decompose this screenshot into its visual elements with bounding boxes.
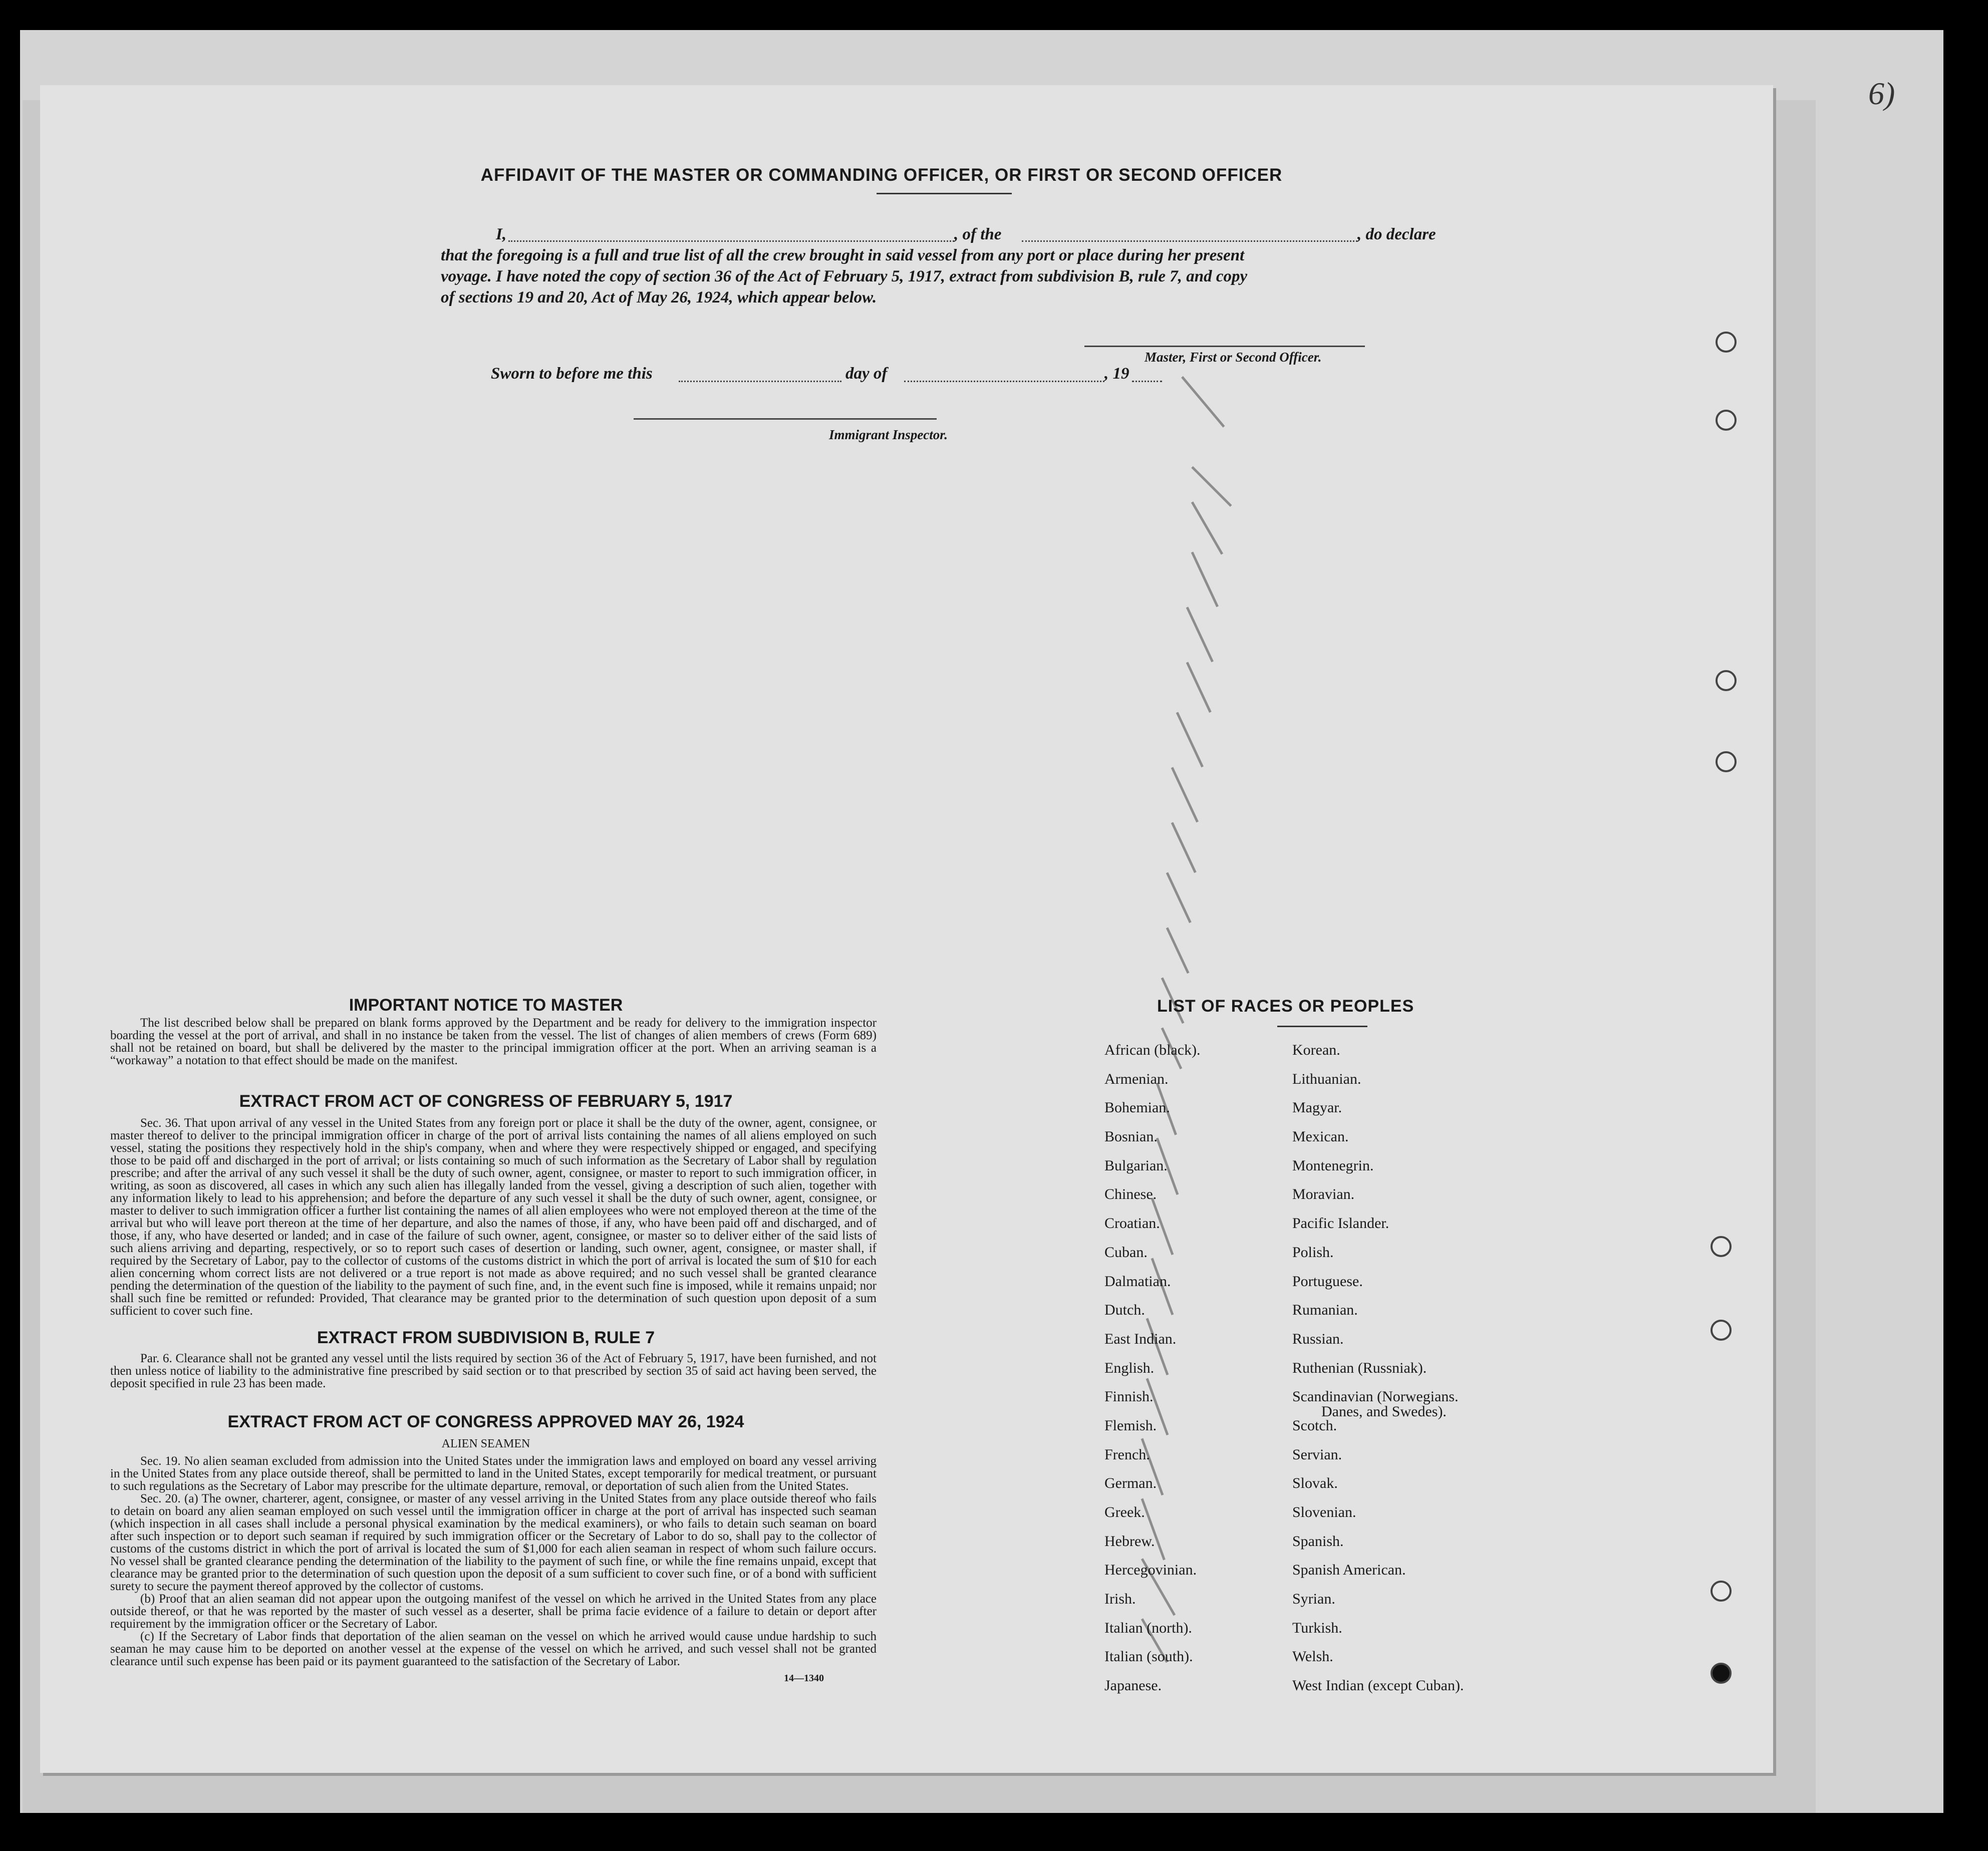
race-item: Cuban. (1104, 1244, 1148, 1261)
race-item: Italian (south). (1104, 1648, 1193, 1665)
declarant-name-field[interactable] (508, 240, 954, 242)
race-item: Portuguese. (1292, 1273, 1363, 1290)
sworn-label: Sworn to before me this (491, 365, 653, 383)
sworn-year-field[interactable] (1132, 381, 1162, 382)
race-item: Syrian. (1292, 1591, 1335, 1608)
race-item: English. (1104, 1359, 1155, 1376)
extract-1924-title: EXTRACT FROM ACT OF CONGRESS APPROVED MAY 26, 1924 (227, 1412, 744, 1431)
form-page (40, 85, 1773, 1773)
race-item: Armenian. (1104, 1070, 1169, 1087)
extract-subdivision-title: EXTRACT FROM SUBDIVISION B, RULE 7 (317, 1328, 655, 1347)
race-item: Dutch. (1104, 1302, 1145, 1319)
race-item: Spanish American. (1292, 1562, 1406, 1579)
punch-hole (1716, 410, 1737, 431)
master-signature-label: Master, First or Second Officer. (1145, 350, 1322, 365)
race-item: Chinese. (1104, 1186, 1157, 1203)
extract-1917-title: EXTRACT FROM ACT OF CONGRESS OF FEBRUARY 5, 1917 (239, 1092, 733, 1111)
race-item: Irish. (1104, 1591, 1136, 1608)
affidavit-do-declare: , do declare (1357, 225, 1436, 243)
section-20b: (b) Proof that an alien seaman did not appear upon the outgoing manifest of the vessel on which he arrived in the United States from any place outside thereof, or that he was reported by the master of such vessel as a deserter, shall be prima facie evidence of a failure to detain or deport after requirement by the immigration officer or the Secretary of Labor. (110, 1592, 877, 1631)
race-item: Russian. (1292, 1330, 1344, 1347)
race-item: Bulgarian. (1104, 1157, 1168, 1174)
race-item: Slovak. (1292, 1475, 1338, 1492)
race-item: Bosnian. (1104, 1128, 1158, 1145)
race-item: East Indian. (1104, 1330, 1177, 1347)
vessel-name-field[interactable] (1022, 240, 1357, 242)
punch-hole (1711, 1581, 1732, 1602)
extract-1924-subtitle: ALIEN SEAMEN (441, 1437, 530, 1450)
punch-hole (1716, 670, 1737, 691)
race-item: Scotch. (1292, 1417, 1337, 1434)
affidavit-i-label: I, (496, 225, 507, 243)
extract-subdivision-body: Par. 6. Clearance shall not be granted any vessel until the lists required by section 36 of the Act of February 5, 1917, have been furnished, and not then unless notice of liability to the administrative fine prescribed by said section or to that prescribed by section 35 of said act having been served, the deposit specified in rule 23 has been made. (110, 1352, 877, 1390)
race-item: Hebrew. (1104, 1532, 1155, 1550)
race-item: Slovenian. (1292, 1504, 1356, 1520)
race-item: Japanese. (1104, 1677, 1162, 1694)
notice-body: The list described below shall be prepared on blank forms approved by the Department and be ready for delivery to the immigration inspector boarding the vessel at the port of arrival, and shall in no instance be taken from the vessel. The list of changes of alien members of crews (Form 689) shall not be retained on board, but shall be delivered by the master to the principal immigration officer at the port. When an arriving seaman is a “workaway” a notation to that effect should be made on the manifest. (110, 1016, 877, 1067)
inspector-label: Immigrant Inspector. (829, 427, 948, 442)
day-of-label: day of (845, 365, 888, 383)
punch-hole (1711, 1663, 1732, 1684)
affidavit-line-2: that the foregoing is a full and true list of all the crew brought in said vessel from any port or place during her present (441, 246, 1245, 264)
race-item: Bohemian. (1104, 1099, 1170, 1116)
race-item: Finnish. (1104, 1388, 1154, 1405)
affidavit-of-the-label: , of the (954, 225, 1002, 243)
races-right-column (1292, 1042, 1464, 1706)
extract-1924-sections (110, 1455, 877, 1668)
page-corner-number: 6) (1868, 76, 1895, 111)
section-20c: (c) If the Secretary of Labor finds that deportation of the alien seaman on the vessel on which he arrived would cause undue hardship to such seaman he may cause him to be deported on another vessel at the expense of the vessel on which he arrived, and such vessel shall not be granted clearance until such expense has been paid or its payment guaranteed to the satisfaction of the Secretary of Labor. (110, 1630, 877, 1668)
race-item: Montenegrin. (1292, 1157, 1374, 1174)
race-item: German. (1104, 1475, 1157, 1492)
punch-hole (1716, 751, 1737, 772)
affidavit-title: AFFIDAVIT OF THE MASTER OR COMMANDING OFFICER, OR FIRST OR SECOND OFFICER (480, 165, 1283, 185)
punch-hole (1716, 332, 1737, 353)
title-rule (877, 193, 1012, 194)
race-item: French. (1104, 1446, 1150, 1463)
race-item: Italian (north). (1104, 1619, 1192, 1636)
race-item-continuation: Danes, and Swedes). (1321, 1403, 1447, 1420)
race-item: Pacific Islander. (1292, 1215, 1389, 1232)
race-item: Dalmatian. (1104, 1273, 1171, 1290)
affidavit-line-4: of sections 19 and 20, Act of May 26, 1924, which appear below. (441, 288, 877, 306)
master-signature-field[interactable] (1084, 346, 1365, 347)
race-item: Ruthenian (Russniak). (1292, 1359, 1427, 1376)
races-left-column (1104, 1042, 1201, 1706)
year-label: , 19 (1104, 365, 1129, 383)
race-item: African (black). (1104, 1042, 1201, 1058)
races-title: LIST OF RACES OR PEOPLES (1157, 997, 1414, 1016)
race-item: Spanish. (1292, 1532, 1344, 1550)
race-item: Moravian. (1292, 1186, 1355, 1203)
affidavit-line-3: voyage. I have noted the copy of section 36 of the Act of February 5, 1917, extract from subdivision B, rule 7, and copy (441, 267, 1248, 285)
race-item: Mexican. (1292, 1128, 1349, 1145)
punch-hole (1711, 1236, 1732, 1257)
race-item: Welsh. (1292, 1648, 1333, 1665)
notice-title: IMPORTANT NOTICE TO MASTER (349, 996, 623, 1015)
inspector-signature-field[interactable] (634, 418, 937, 420)
race-item: Polish. (1292, 1244, 1334, 1261)
race-item: Korean. (1292, 1042, 1340, 1058)
race-item: Servian. (1292, 1446, 1342, 1463)
race-item: Turkish. (1292, 1619, 1342, 1636)
race-item: Flemish. (1104, 1417, 1157, 1434)
section-20a: Sec. 20. (a) The owner, charterer, agent, consignee, or master of any vessel arriving in the United States from any place outside thereof who fails to detain on board any alien seaman employed on such vessel until the immigration officer in charge at the port of arrival has inspected such seaman (which inspection in all cases shall include a personal physical examination by the medical examiners), or who fails to detain such seaman on board after such inspection or to deport such seaman if required by such immigration officer or the Secretary of Labor to do so, shall pay to the collector of customs of the customs district in which the port of arrival is located the sum of $1,000 for each alien seaman in respect of whom such failure occurs. No vessel shall be granted clearance pending the determination of the liability to the payment of such fine, or while the fine remains unpaid, except that clearance may be granted prior to the determination of such question upon the deposit of a sum sufficient to cover such fine, or of a bond with sufficient surety to secure the payment thereof approved by the collector of customs. (110, 1492, 877, 1593)
race-item: Scandinavian (Norwegians. (1292, 1388, 1459, 1405)
race-item: Croatian. (1104, 1215, 1160, 1232)
sworn-month-field[interactable] (904, 381, 1104, 382)
form-number: 14—1340 (784, 1673, 824, 1684)
race-item: West Indian (except Cuban). (1292, 1677, 1464, 1694)
sworn-day-field[interactable] (679, 381, 841, 382)
race-item: Lithuanian. (1292, 1070, 1361, 1087)
race-item: Magyar. (1292, 1099, 1342, 1116)
race-item: Hercegovinian. (1104, 1562, 1197, 1579)
section-19: Sec. 19. No alien seaman excluded from admission into the United States under the immigration laws and employed on board any vessel arriving in the United States from any place outside thereof, shall be permitted to land in the United States, except temporarily for medical treatment, or pursuant to such regulations as the Secretary of Labor may prescribe for the ultimate departure, removal, or deportation of such alien from the United States. (110, 1454, 877, 1493)
punch-hole (1711, 1320, 1732, 1341)
races-title-rule (1277, 1026, 1367, 1027)
extract-1917-body: Sec. 36. That upon arrival of any vessel in the United States from any foreign port or place it shall be the duty of the owner, agent, consignee, or master thereof to deliver to the principal immigration officer in charge of the port of arrival lists containing the names of all aliens employed on such vessel, stating the positions they respectively hold in the ship's company, when and where they were respectively shipped or engaged, and specifying those to be paid off and discharged in the port of arrival; or lists containing so much of such information as the Secretary of Labor shall by regulation prescribe; and after the arrival of any such vessel it shall be the duty of such owner, agent, consignee, or master to report to such immigration officer, in writing, as soon as discovered, all cases in which any such alien has illegally landed from the vessel, giving a description of such alien, together with any information likely to lead to his apprehension; and before the departure of any such vessel it shall be the duty of such owner, agent, consignee, or master to deliver to such immigration officer a further list containing the names of all alien employees who were not employed thereon at the time of the arrival but who will leave port thereon at the time of her departure, and also the names of those, if any, who have been paid off and discharged, and of those, if any, who have deserted or landed; and in case of the failure of such owner, agent, consignee, or master so to deliver either of the said lists of such aliens arriving and departing, respectively, or so to report such cases of desertion or landing, such owner, agent, consignee, or master shall, if required by the Secretary of Labor, pay to the collector of customs of the customs district in which the port of arrival is located the sum of $10 for each alien concerning whom correct lists are not delivered or a true report is not made as above required; and no such vessel shall be granted clearance pending the determination of the question of the liability to the payment of such fine, and, in the event such fine is imposed, while it remains unpaid; nor shall such fine be remitted or refunded: Provided, That clearance may be granted prior to the determination of such question upon deposit of a sum sufficient to cover such fine. (110, 1116, 877, 1318)
race-item: Rumanian. (1292, 1302, 1358, 1319)
race-item: Greek. (1104, 1504, 1145, 1520)
